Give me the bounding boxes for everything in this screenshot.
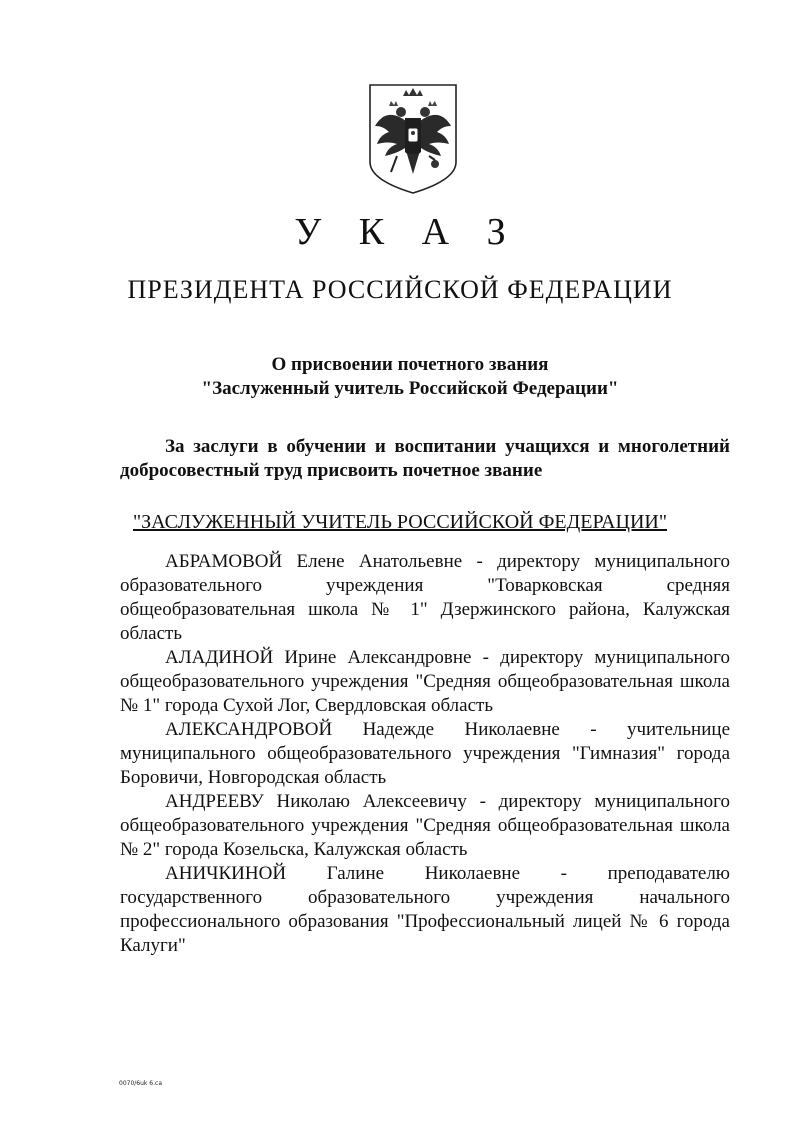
decree-preamble: За заслуги в обучении и воспитании учащихся и многолетний добросовестный труд присвоить почетное звание [120, 436, 730, 481]
decree-title: У К А З [294, 211, 520, 253]
russian-coat-of-arms-icon [367, 82, 459, 196]
document-code: 0070/6uk 6.ca [119, 1080, 162, 1087]
decree-heading [120, 353, 700, 401]
decree-heading-line: "Заслуженный учитель Российской Федерации" [201, 378, 619, 399]
decree-subtitle: ПРЕЗИДЕНТА РОССИЙСКОЙ ФЕДЕРАЦИИ [127, 275, 673, 304]
awardee-entry: АЛЕКСАНДРОВОЙ Надежде Николаевне - учительнице муниципального общеобразовательного учреждения "Гимназия" города Боровичи, Новгородская область [120, 719, 730, 788]
awardee-entry: АБРАМОВОЙ Елене Анатольевне - директору муниципального образовательного учреждения "Товарковская средняя общеобразовательная школа № 1" Дзержинского района, Калужская область [120, 551, 730, 644]
coat-of-arms-emblem [367, 82, 459, 196]
awardee-list [120, 550, 730, 958]
awardee-entry: АНИЧКИНОЙ Галине Николаевне - преподавателю государственного образовательного учреждения начального профессионального образования "Профессиональный лицей № 6 города Калуги" [120, 863, 730, 956]
decree-heading-line: О присвоении почетного звания [271, 354, 549, 375]
awardee-entry: АНДРЕЕВУ Николаю Алексеевичу - директору муниципального общеобразовательного учреждения "Средняя общеобразовательная школа № 2" города Козельска, Калужская область [120, 791, 730, 860]
honor-title: "ЗАСЛУЖЕННЫЙ УЧИТЕЛЬ РОССИЙСКОЙ ФЕДЕРАЦИИ" [133, 511, 667, 533]
awardee-entry: АЛАДИНОЙ Ирине Александровне - директору муниципального общеобразовательного учреждения "Средняя общеобразовательная школа № 1" города Сухой Лог, Свердловская область [120, 647, 730, 716]
